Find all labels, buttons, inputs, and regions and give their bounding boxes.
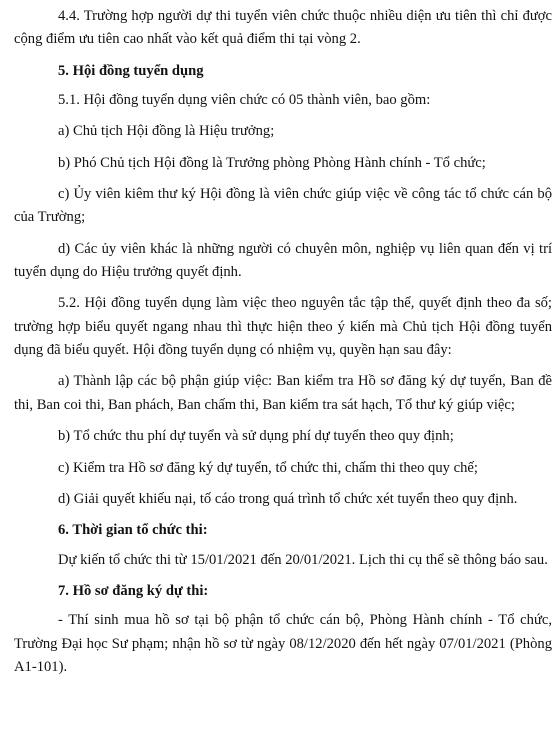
paragraph-5-2: 5.2. Hội đồng tuyển dụng làm việc theo nguyên tắc tập thể, quyết định theo đa số; trường hợp biểu quyết ngang nhau thì thực hiện theo ý kiến mà Chủ tịch Hội đồng tuyển dụng đã biểu quyết. Hội đồng tuyển dụng có nhiệm vụ, quyền hạn sau đây: (14, 295, 552, 359)
list-item-5-1-a: a) Chủ tịch Hội đồng là Hiệu trưởng; (58, 123, 275, 140)
list-item-5-1-d: d) Các ủy viên khác là những người có chuyên môn, nghiệp vụ liên quan đến vị trí tuyển dụng do Hiệu trưởng quyết định. (14, 240, 552, 281)
paragraph-7: - Thí sinh mua hồ sơ tại bộ phận tổ chức cán bộ, Phòng Hành chính - Tổ chức, Trường Đại học Sư phạm; nhận hồ sơ từ ngày 08/12/2020 đến hết ngày 07/01/2021 (Phòng A1-101). (14, 612, 552, 675)
paragraph-5-1: 5.1. Hội đồng tuyển dụng viên chức có 05 thành viên, bao gồm: (58, 92, 431, 109)
list-item-5-2-d: d) Giải quyết khiếu nại, tố cáo trong quá trình tổ chức xét tuyển theo quy định. (58, 490, 518, 507)
list-item-5-2-c: c) Kiểm tra Hồ sơ đăng ký dự tuyển, tổ chức thi, chấm thi theo quy chế; (58, 459, 478, 476)
paragraph-6: Dự kiến tổ chức thi từ 15/01/2021 đến 20/01/2021. Lịch thi cụ thể sẽ thông báo sau. (58, 551, 548, 568)
list-item-5-2-a: a) Thành lập các bộ phận giúp việc: Ban kiểm tra Hồ sơ đăng ký dự tuyển, Ban đề thi, Ban coi thi, Ban phách, Ban chấm thi, Ban kiểm tra sát hạch, Tổ thư ký giúp việc; (14, 373, 552, 413)
heading-section-7: 7. Hồ sơ đăng ký dự thi: (58, 582, 209, 599)
list-item-5-1-b: b) Phó Chủ tịch Hội đồng là Trưởng phòng Phòng Hành chính - Tổ chức; (58, 154, 486, 171)
paragraph-4-4: 4.4. Trường hợp người dự thi tuyển viên chức thuộc nhiều diện ưu tiên thì chỉ được cộng điểm ưu tiên cao nhất vào kết quả điểm thi tại vòng 2. (14, 8, 552, 48)
heading-section-5: 5. Hội đồng tuyển dụng (58, 62, 204, 79)
list-item-5-1-c: c) Ủy viên kiêm thư ký Hội đồng là viên chức giúp việc về công tác tổ chức cán bộ của Trường; (14, 186, 552, 226)
heading-section-6: 6. Thời gian tổ chức thi: (58, 522, 208, 539)
list-item-5-2-b: b) Tổ chức thu phí dự tuyển và sử dụng phí dự tuyển theo quy định; (58, 428, 454, 445)
